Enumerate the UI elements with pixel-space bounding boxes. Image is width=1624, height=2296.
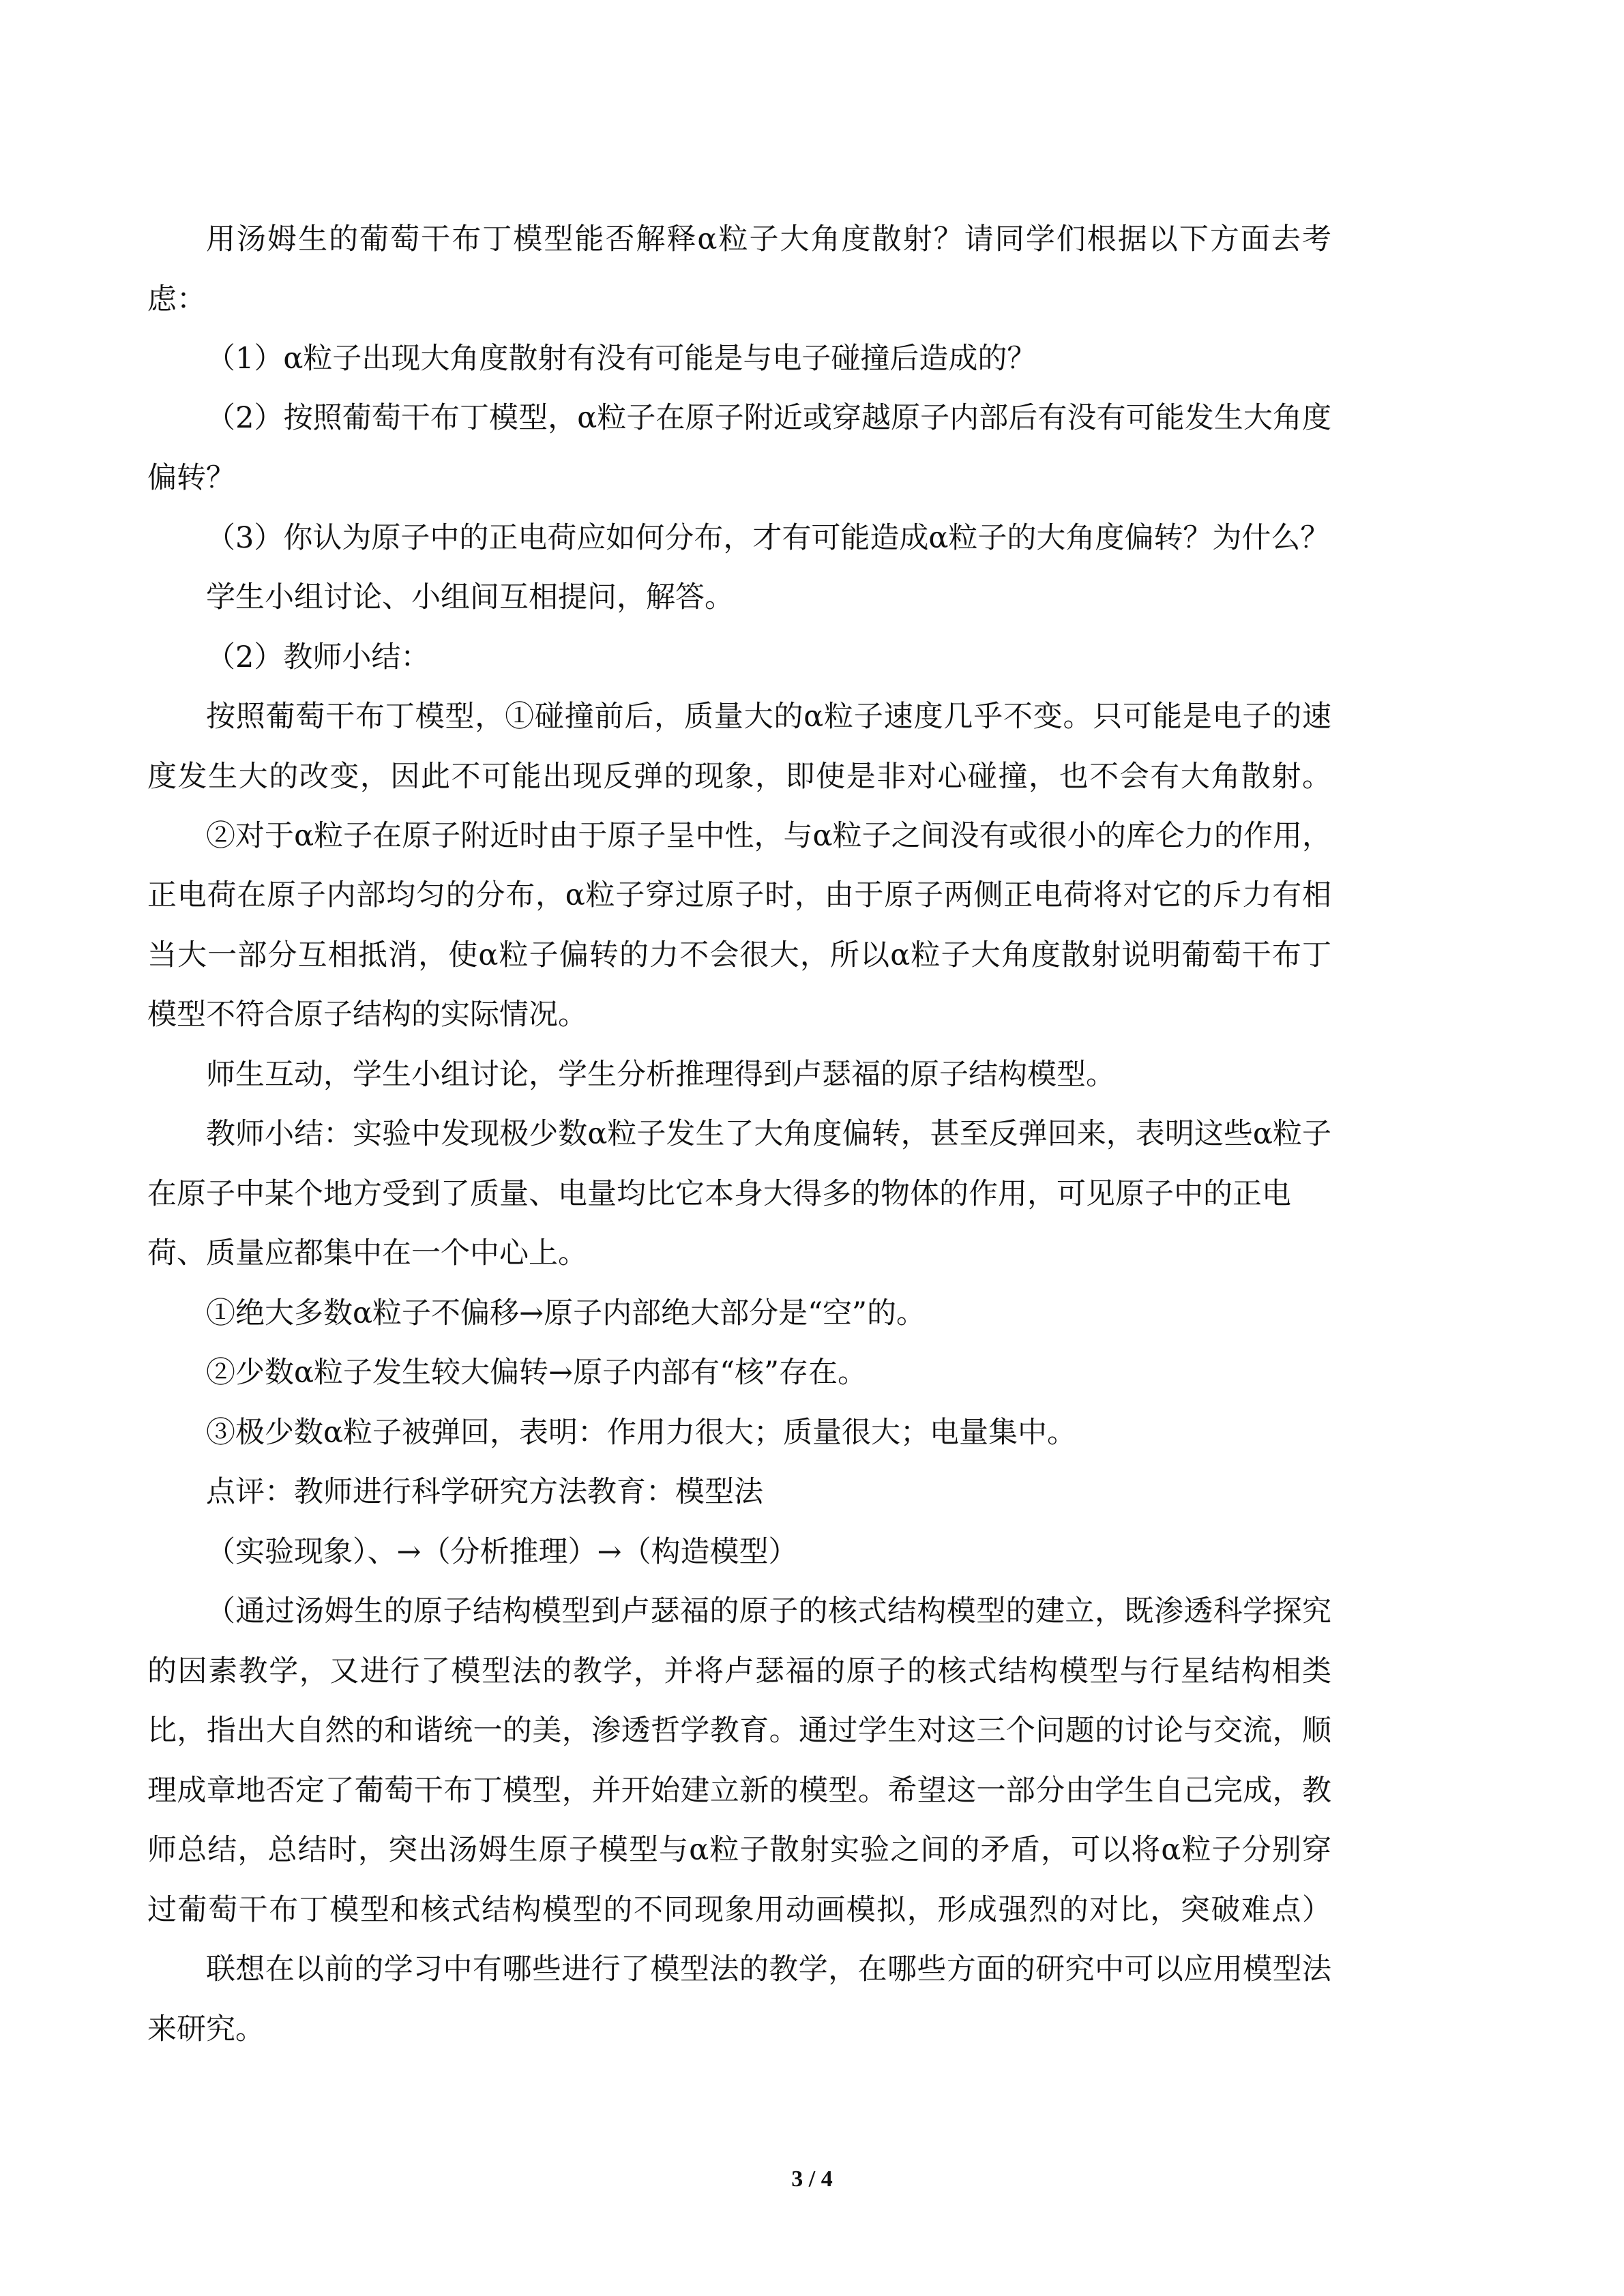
text-line: 师总结，总结时，突出汤姆生原子模型与α粒子散射实验之间的矛盾，可以将α粒子分别穿 xyxy=(147,1833,1333,1867)
text-line: ③极少数α粒子被弹回，表明：作用力很大；质量很大；电量集中。 xyxy=(206,1416,1077,1450)
page-number: 3 / 4 xyxy=(791,2166,833,2192)
text-line: （实验现象）、→（分析推理）→（构造模型） xyxy=(206,1535,798,1569)
text-line: 度发生大的改变，因此不可能出现反弹的现象，即使是非对心碰撞，也不会有大角散射。 xyxy=(147,760,1333,794)
text-line: 教师小结：实验中发现极少数α粒子发生了大角度偏转，甚至反弹回来，表明这些α粒子 xyxy=(206,1117,1332,1151)
text-line: 虑： xyxy=(147,282,206,316)
text-line: （通过汤姆生的原子结构模型到卢瑟福的原子的核式结构模型的建立，既渗透科学探究 xyxy=(206,1594,1332,1628)
text-line: 理成章地否定了葡萄干布丁模型，并开始建立新的模型。希望这一部分由学生自己完成，教 xyxy=(147,1774,1332,1808)
text-line: 的因素教学，又进行了模型法的教学，并将卢瑟福的原子的核式结构模型与行星结构相类 xyxy=(147,1654,1333,1688)
text-line: ①绝大多数α粒子不偏移→原子内部绝大部分是“空”的。 xyxy=(206,1296,926,1330)
text-line: （3）你认为原子中的正电荷应如何分布，才有可能造成α粒子的大角度偏转？为什么？ xyxy=(206,521,1330,555)
text-line: 学生小组讨论、小组间互相提问，解答。 xyxy=(206,580,734,614)
text-line: 模型不符合原子结构的实际情况。 xyxy=(147,998,587,1032)
text-line: 联想在以前的学习中有哪些进行了模型法的教学，在哪些方面的研究中可以应用模型法 xyxy=(206,1952,1332,1986)
text-line: （2）按照葡萄干布丁模型，α粒子在原子附近或穿越原子内部后有没有可能发生大角度 xyxy=(206,401,1332,435)
text-line: 荷、质量应都集中在一个中心上。 xyxy=(147,1236,587,1270)
text-line: 当大一部分互相抵消，使α粒子偏转的力不会很大，所以α粒子大角度散射说明葡萄干布丁 xyxy=(147,938,1333,972)
text-line: ②对于α粒子在原子附近时由于原子呈中性，与α粒子之间没有或很小的库仑力的作用， xyxy=(206,819,1332,853)
text-line: （1）α粒子出现大角度散射有没有可能是与电子碰撞后造成的？ xyxy=(206,342,1037,376)
text-line: 师生互动，学生小组讨论，学生分析推理得到卢瑟福的原子结构模型。 xyxy=(206,1058,1115,1092)
text-line: 在原子中某个地方受到了质量、电量均比它本身大得多的物体的作用，可见原子中的正电 xyxy=(147,1177,1291,1211)
text-line: 偏转？ xyxy=(147,461,235,495)
text-line: 用汤姆生的葡萄干布丁模型能否解释α粒子大角度散射？请同学们根据以下方面去考 xyxy=(206,222,1333,256)
text-line: 正电荷在原子内部均匀的分布，α粒子穿过原子时，由于原子两侧正电荷将对它的斥力有相 xyxy=(147,878,1332,912)
text-line: 按照葡萄干布丁模型，①碰撞前后，质量大的α粒子速度几乎不变。只可能是电子的速 xyxy=(206,700,1332,734)
text-line: 来研究。 xyxy=(147,2012,265,2046)
text-line: 比，指出大自然的和谐统一的美，渗透哲学教育。通过学生对这三个问题的讨论与交流，顺 xyxy=(147,1714,1332,1748)
text-line: 过葡萄干布丁模型和核式结构模型的不同现象用动画模拟，形成强烈的对比，突破难点） xyxy=(147,1893,1333,1927)
text-line: ②少数α粒子发生较大偏转→原子内部有“核”存在。 xyxy=(206,1356,868,1390)
text-line: （2）教师小结： xyxy=(206,640,430,674)
text-line: 点评：教师进行科学研究方法教育：模型法 xyxy=(206,1475,763,1509)
